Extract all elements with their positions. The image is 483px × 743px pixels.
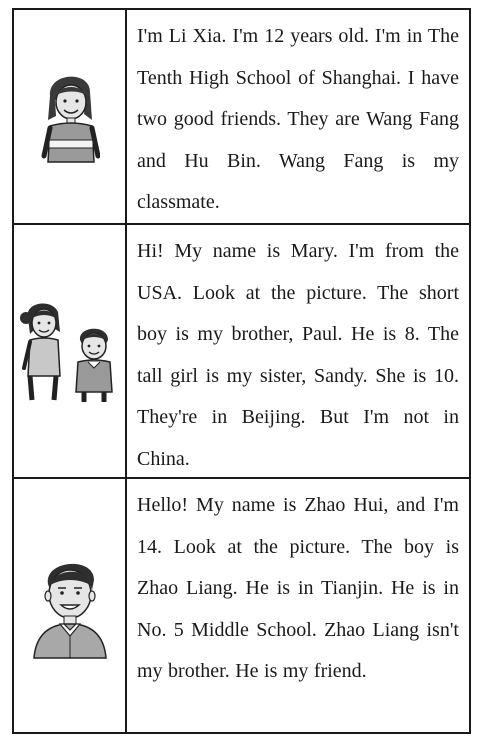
illustration-cell — [14, 479, 127, 732]
table-row — [14, 225, 469, 479]
table-row — [14, 10, 469, 225]
illustration-cell — [14, 10, 127, 223]
paragraph-mary: Hi! My name is Mary. I'm from the USA. Look at the picture. The short boy is my brother, Paul. He is 8. The tall girl is my sister, Sandy. She is 10. They're in Beijing. But I'm not in China. — [137, 240, 459, 470]
table-row — [14, 479, 469, 732]
paragraph-li-xia: I'm Li Xia. I'm 12 years old. I'm in The Tenth High School of Shanghai. I have two good friends. They are Wang Fang and Hu Bin. Wang Fang is my classmate. — [137, 25, 459, 213]
illustration-cell — [14, 225, 127, 477]
profile-table — [12, 8, 471, 734]
boy-illustration — [30, 550, 110, 662]
paragraph-zhao-hui: Hello! My name is Zhao Hui, and I'm 14. Look at the picture. The boy is Zhao Liang. He is in Tianjin. He is in No. 5 Middle School. Zhao Liang isn't my brother. He is my friend. — [137, 494, 459, 682]
girl-and-boy-illustration — [18, 296, 122, 406]
girl-illustration — [40, 62, 100, 172]
